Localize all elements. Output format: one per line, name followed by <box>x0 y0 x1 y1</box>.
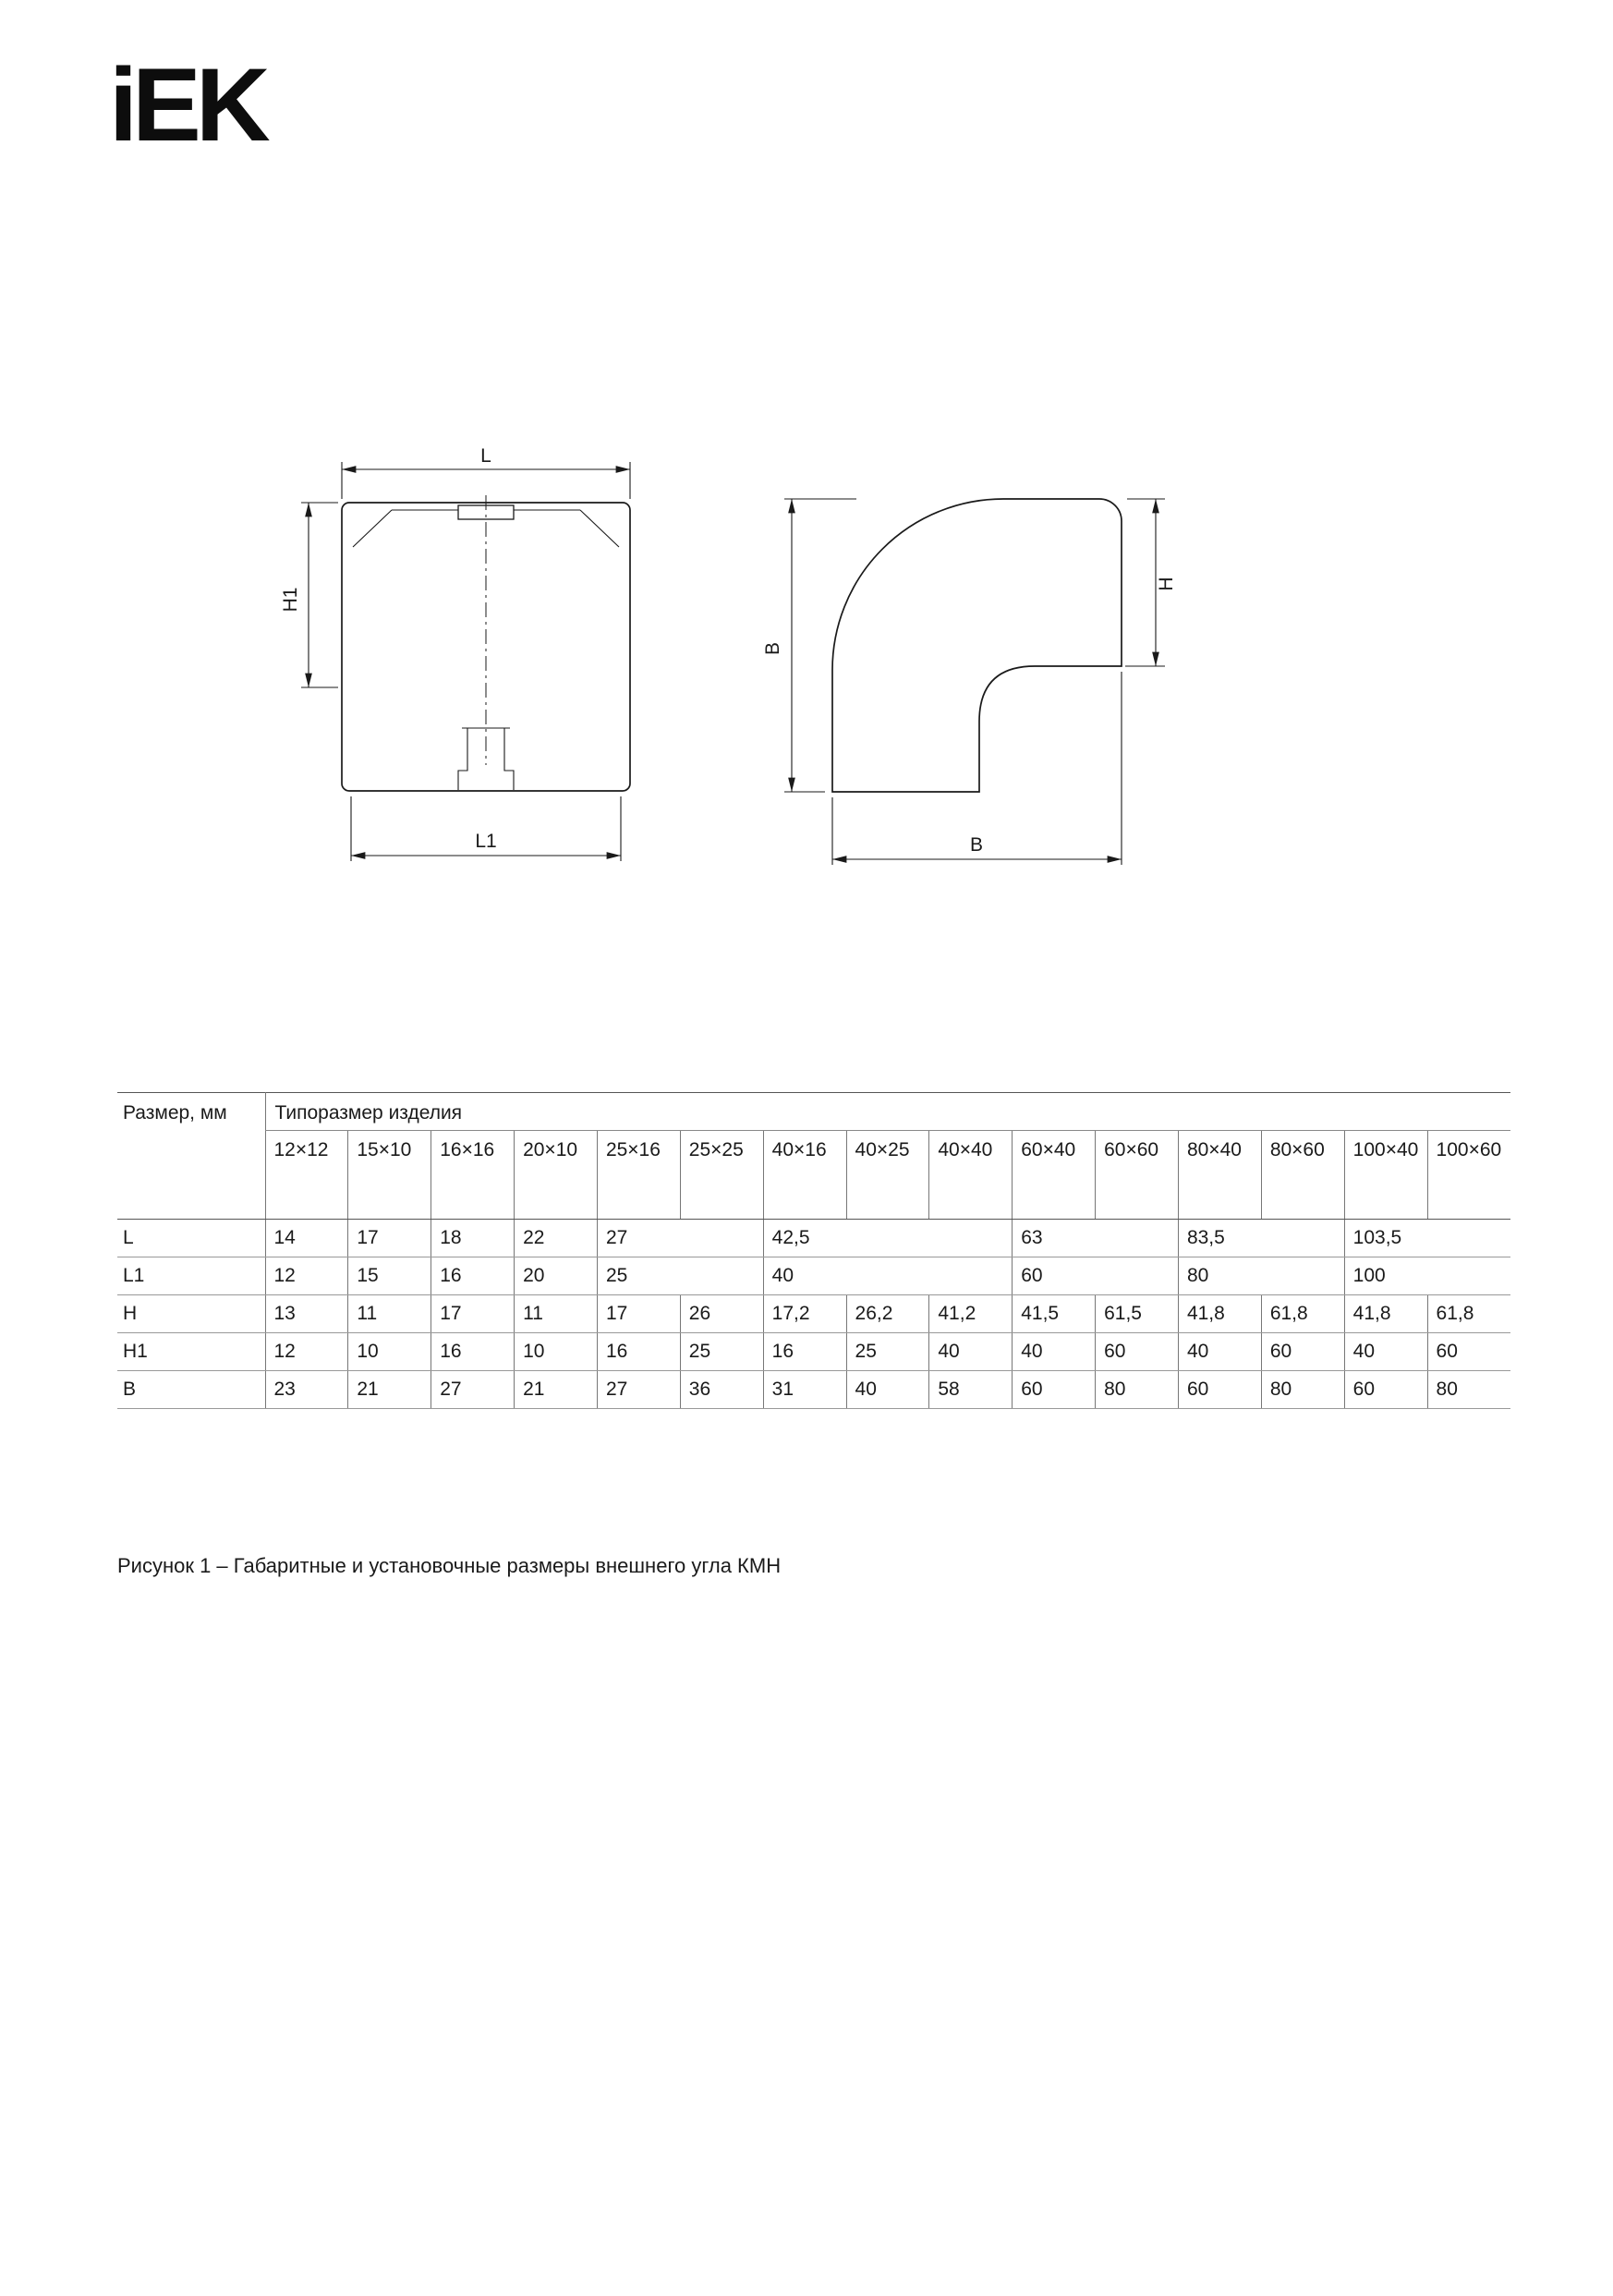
table-cell: 21 <box>515 1371 598 1409</box>
table-cell: 16 <box>763 1333 846 1371</box>
table-cell: 26 <box>680 1295 763 1333</box>
front-view-drawing <box>280 445 654 893</box>
table-cell: 60 <box>1013 1257 1179 1295</box>
row-label: H <box>117 1295 265 1333</box>
table-cell: 40 <box>763 1257 1013 1295</box>
table-cell: 25 <box>597 1257 763 1295</box>
table-cell: 21 <box>348 1371 431 1409</box>
size-column-header: 25×25 <box>680 1131 763 1220</box>
table-cell: 22 <box>515 1220 598 1257</box>
table-cell: 41,2 <box>929 1295 1013 1333</box>
table-cell: 41,8 <box>1178 1295 1261 1333</box>
row-label: L1 <box>117 1257 265 1295</box>
dim-label-L1: L1 <box>475 831 497 852</box>
table-cell: 23 <box>265 1371 348 1409</box>
table-row <box>117 1371 1510 1409</box>
table-cell: 42,5 <box>763 1220 1013 1257</box>
dim-label-L: L <box>480 445 491 467</box>
table-cell: 16 <box>431 1333 515 1371</box>
table-group-header: Типоразмер изделия <box>265 1093 1510 1131</box>
table-cell: 80 <box>1178 1257 1344 1295</box>
table-row <box>117 1295 1510 1333</box>
table-cell: 17 <box>597 1295 680 1333</box>
table-body <box>117 1220 1510 1409</box>
table-cell: 27 <box>597 1220 763 1257</box>
table-cell: 12 <box>265 1333 348 1371</box>
size-column-header: 40×16 <box>763 1131 846 1220</box>
table-cell: 41,5 <box>1013 1295 1096 1333</box>
table-cell: 103,5 <box>1344 1220 1510 1257</box>
table-cell: 14 <box>265 1220 348 1257</box>
table-cell: 63 <box>1013 1220 1179 1257</box>
size-column-header: 25×16 <box>597 1131 680 1220</box>
size-column-header: 100×40 <box>1344 1131 1427 1220</box>
table-cell: 18 <box>431 1220 515 1257</box>
table-cell: 41,8 <box>1344 1295 1427 1333</box>
table-cell: 11 <box>515 1295 598 1333</box>
size-column-header: 40×25 <box>846 1131 929 1220</box>
table-size-header-row <box>117 1131 1510 1220</box>
table-cell: 15 <box>348 1257 431 1295</box>
table-cell: 40 <box>1013 1333 1096 1371</box>
table-cell: 12 <box>265 1257 348 1295</box>
size-column-header: 20×10 <box>515 1131 598 1220</box>
table-row <box>117 1220 1510 1257</box>
table-cell: 100 <box>1344 1257 1510 1295</box>
size-column-header: 60×40 <box>1013 1131 1096 1220</box>
table-cell: 17 <box>431 1295 515 1333</box>
table-cell: 16 <box>431 1257 515 1295</box>
table-cell: 60 <box>1096 1333 1179 1371</box>
table-cell: 60 <box>1178 1371 1261 1409</box>
table-corner-header: Размер, мм <box>117 1093 265 1220</box>
table-cell: 60 <box>1013 1371 1096 1409</box>
table-row <box>117 1333 1510 1371</box>
table-cell: 27 <box>431 1371 515 1409</box>
dim-label-H: H <box>1156 577 1177 591</box>
table-cell: 80 <box>1427 1371 1510 1409</box>
table-cell: 40 <box>929 1333 1013 1371</box>
row-label: B <box>117 1371 265 1409</box>
size-column-header: 80×60 <box>1261 1131 1344 1220</box>
row-label: L <box>117 1220 265 1257</box>
table-cell: 61,8 <box>1261 1295 1344 1333</box>
size-column-header: 12×12 <box>265 1131 348 1220</box>
size-column-header: 15×10 <box>348 1131 431 1220</box>
table-cell: 60 <box>1427 1333 1510 1371</box>
table-cell: 25 <box>680 1333 763 1371</box>
table-cell: 80 <box>1096 1371 1179 1409</box>
table-header-row-1 <box>117 1093 1510 1131</box>
table-cell: 36 <box>680 1371 763 1409</box>
size-column-header: 80×40 <box>1178 1131 1261 1220</box>
table-cell: 58 <box>929 1371 1013 1409</box>
dim-label-B-horizontal: B <box>969 834 984 856</box>
table-cell: 60 <box>1344 1371 1427 1409</box>
side-view-drawing <box>764 484 1207 881</box>
table-cell: 10 <box>515 1333 598 1371</box>
table-cell: 13 <box>265 1295 348 1333</box>
table-cell: 40 <box>846 1371 929 1409</box>
size-column-header: 40×40 <box>929 1131 1013 1220</box>
table-cell: 17 <box>348 1220 431 1257</box>
size-column-header: 16×16 <box>431 1131 515 1220</box>
table-cell: 11 <box>348 1295 431 1333</box>
table-cell: 61,8 <box>1427 1295 1510 1333</box>
table-row <box>117 1257 1510 1295</box>
dim-label-B-vertical: B <box>762 641 783 656</box>
size-column-header: 60×60 <box>1096 1131 1179 1220</box>
iek-logo: iEK <box>109 47 265 163</box>
dim-label-H1: H1 <box>280 587 301 613</box>
table-cell: 60 <box>1261 1333 1344 1371</box>
table-cell: 61,5 <box>1096 1295 1179 1333</box>
table-cell: 40 <box>1178 1333 1261 1371</box>
table-cell: 20 <box>515 1257 598 1295</box>
table-cell: 83,5 <box>1178 1220 1344 1257</box>
table-cell: 80 <box>1261 1371 1344 1409</box>
table-cell: 17,2 <box>763 1295 846 1333</box>
table-cell: 26,2 <box>846 1295 929 1333</box>
figure-caption: Рисунок 1 – Габаритные и установочные размеры внешнего угла КМН <box>117 1554 782 1577</box>
row-label: H1 <box>117 1333 265 1371</box>
table-cell: 16 <box>597 1333 680 1371</box>
table-cell: 31 <box>763 1371 846 1409</box>
size-column-header: 100×60 <box>1427 1131 1510 1220</box>
table-cell: 25 <box>846 1333 929 1371</box>
table-cell: 40 <box>1344 1333 1427 1371</box>
table-cell: 10 <box>348 1333 431 1371</box>
dimensions-table <box>117 1092 1510 1409</box>
table-cell: 27 <box>597 1371 680 1409</box>
side-view-outline <box>832 499 1122 792</box>
